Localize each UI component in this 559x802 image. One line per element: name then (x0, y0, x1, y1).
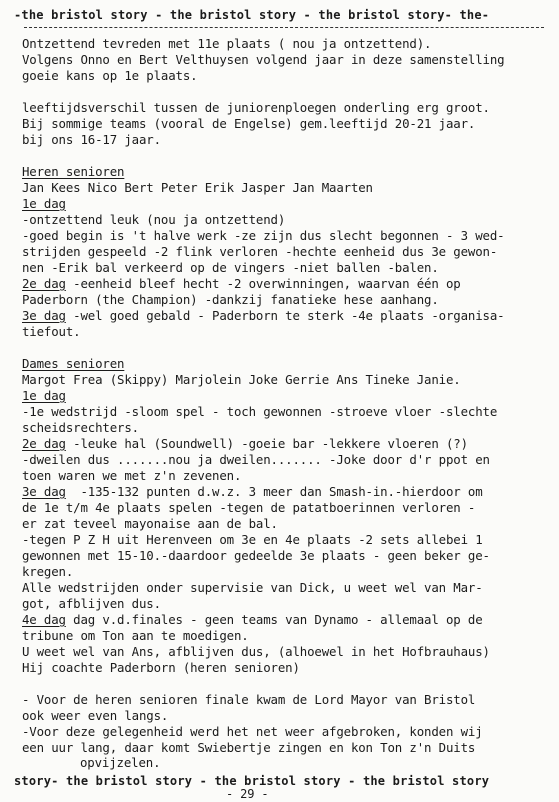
text-line: Paderborn (the Champion) -dankzij fanatieke hese aanhang. (22, 292, 439, 307)
text-line: goeie kans op 1e plaats. (22, 68, 198, 83)
day-heading: 2e dag (22, 276, 66, 291)
text-line: er zat teveel mayonaise aan de bal. (22, 516, 278, 531)
text-line: Alle wedstrijden onder supervisie van Dick, u weet wel van Mar- (22, 580, 483, 595)
day-heading: 3e dag (22, 308, 66, 323)
header-divider (24, 27, 544, 28)
text-line: Jan Kees Nico Bert Peter Erik Jasper Jan Maarten (22, 180, 373, 195)
text-line: Bij sommige teams (vooral de Engelse) gem.leeftijd 20-21 jaar. (22, 116, 476, 131)
text-line: 3e dag -135-132 punten d.w.z. 3 meer dan Smash-in.-hierdoor om (22, 484, 483, 499)
text-line: Hij coachte Paderborn (heren senioren) (22, 660, 300, 675)
text-line: 4e dag dag v.d.finales - geen teams van Dynamo - allemaal op de (22, 612, 483, 627)
running-header: -the bristol story - the bristol story - the bristol story- the- (14, 8, 490, 22)
section-heading: 1e dag (22, 388, 66, 403)
text-line (22, 388, 66, 404)
text-line: ook weer even langs. (22, 708, 169, 723)
text-line (22, 196, 66, 212)
section-heading: Heren senioren (22, 164, 125, 179)
text-line: -Voor deze gelegenheid werd het net weer afgebroken, konden wij (22, 724, 483, 739)
text-line: een uur lang, daar komt Swiebertje zingen en kon Ton z'n Duits (22, 740, 476, 755)
text-line: -dweilen dus .......nou ja dweilen....... -Joke door d'r ppot en (22, 452, 490, 467)
text-line: tiefout. (22, 324, 81, 339)
day-heading: 3e dag (22, 484, 66, 499)
text-line: 2e dag -leuke hal (Soundwell) -goeie bar -lekkere vloeren (?) (22, 436, 468, 451)
text-line: gewonnen met 15-10.-daardoor gedeelde 3e plaats - geen beker ge- (22, 548, 490, 563)
text-line: de 1e t/m 4e plaats spelen -tegen de patatboerinnen verloren - (22, 500, 476, 515)
text-line: - Voor de heren senioren finale kwam de Lord Mayor van Bristol (22, 692, 476, 707)
text-line: Margot Frea (Skippy) Marjolein Joke Gerrie Ans Tineke Janie. (22, 372, 461, 387)
text-line: kregen. (22, 564, 74, 579)
text-line: -1e wedstrijd -sloom spel - toch gewonnen -stroeve vloer -slechte (22, 404, 498, 419)
text-line: got, afblijven dus. (22, 596, 161, 611)
text-line: opvijzelen. (80, 755, 161, 770)
day-heading: 4e dag (22, 612, 66, 627)
text-line: -goed begin is 't halve werk -ze zijn dus slecht begonnen - 3 wed- (22, 228, 505, 243)
text-line: nen -Erik bal verkeerd op de vingers -niet ballen -balen. (22, 260, 439, 275)
text-line: 2e dag -eenheid bleef hecht -2 overwinningen, waarvan één op (22, 276, 461, 291)
section-heading: 1e dag (22, 196, 66, 211)
text-line: strijden gespeeld -2 flink verloren -hechte eenheid dus 3e gewon- (22, 244, 498, 259)
text-line: -tegen P Z H uit Herenveen om 3e en 4e plaats -2 sets allebei 1 (22, 532, 483, 547)
text-line (22, 164, 124, 180)
text-line: tribune om Ton aan te moedigen. (22, 628, 249, 643)
text-line: bij ons 16-17 jaar. (22, 132, 161, 147)
text-line: toen waren we met z'n zevenen. (22, 468, 242, 483)
text-line: Volgens Onno en Bert Velthuysen volgend jaar in deze samenstelling (22, 52, 505, 67)
text-line: 3e dag -wel goed gebald - Paderborn te sterk -4e plaats -organisa- (22, 308, 505, 323)
text-line: -ontzettend leuk (nou ja ontzettend) (22, 212, 286, 227)
text-line: U weet wel van Ans, afblijven dus, (alhoewel in het Hofbrauhaus) (22, 644, 490, 659)
text-line: Ontzettend tevreden met 11e plaats ( nou ja ontzettend). (22, 36, 432, 51)
day-heading: 2e dag (22, 436, 66, 451)
page-number: - 29 - (226, 787, 269, 801)
text-line (22, 356, 124, 372)
running-footer: story- the bristol story - the bristol story - the bristol story (14, 774, 490, 788)
text-line: leeftijdsverschil tussen de juniorenploegen onderling erg groot. (22, 100, 490, 115)
section-heading: Dames senioren (22, 356, 125, 371)
text-line: scheidsrechters. (22, 420, 139, 435)
